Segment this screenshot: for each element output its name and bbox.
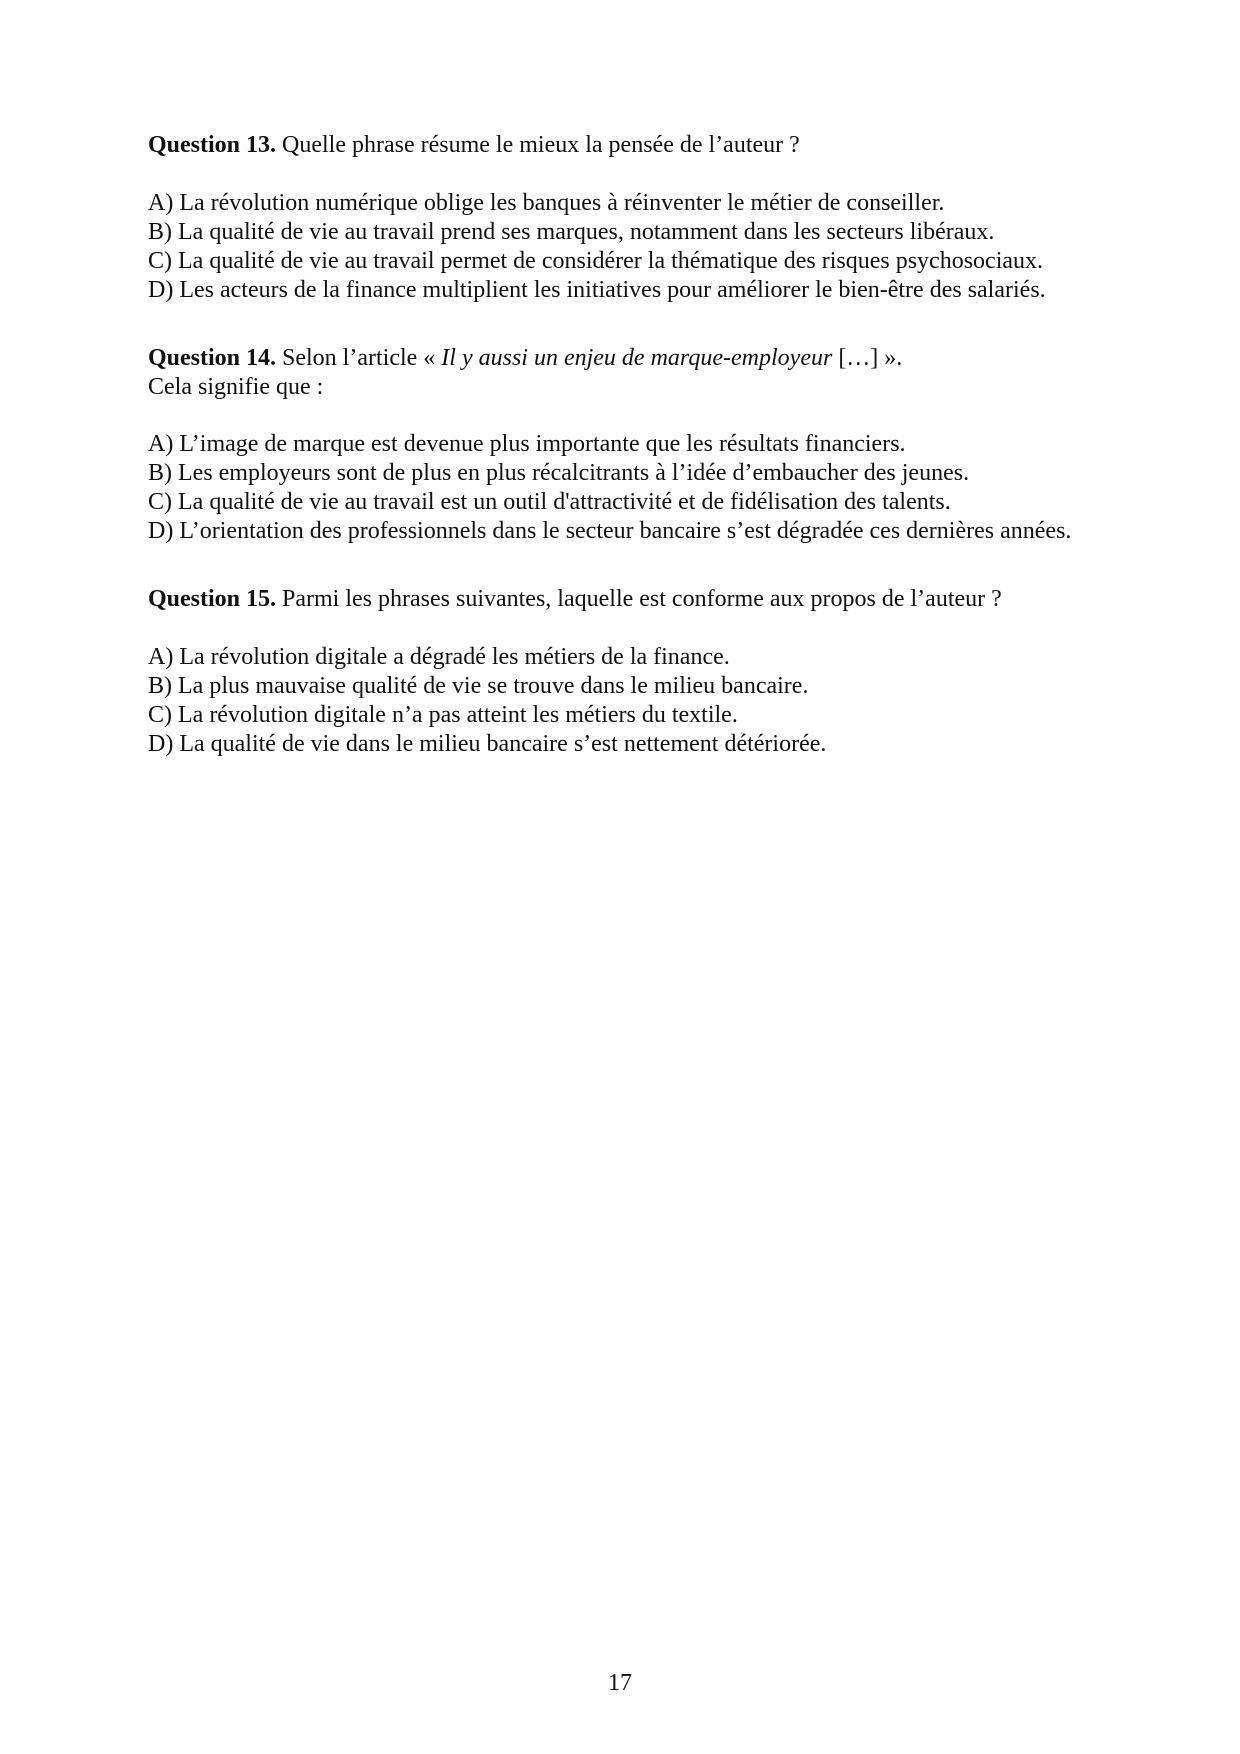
question-15-heading (148, 585, 1096, 614)
answer-option: C) La qualité de vie au travail permet de considérer la thématique des risques psychosociaux. (148, 248, 1044, 274)
answer-option: D) La qualité de vie dans le milieu bancaire s’est nettement détériorée. (148, 731, 827, 757)
question-13-number: Question 13. (148, 132, 277, 158)
question-13-answers (148, 189, 1096, 305)
question-13-prompt: Quelle phrase résume le mieux la pensée de l’auteur ? (276, 132, 800, 158)
answer-option: A) L’image de marque est devenue plus importante que les résultats financiers. (148, 431, 906, 457)
question-13-heading (148, 131, 1096, 160)
question-14-quote: Il y aussi un enjeu de marque-employeur (441, 345, 833, 371)
question-14-prompt-after: […] ». (832, 345, 903, 371)
question-14-prompt-before: Selon l’article « (276, 345, 442, 371)
question-14-subprompt: Cela signifie que : (148, 374, 324, 400)
question-15 (148, 585, 1096, 759)
question-14-number: Question 14. (148, 345, 277, 371)
page-number: 17 (608, 1670, 632, 1696)
answer-option: A) La révolution digitale a dégradé les métiers de la finance. (148, 644, 730, 670)
question-14-answers (148, 430, 1096, 546)
answer-option: C) La qualité de vie au travail est un outil d'attractivité et de fidélisation des talents. (148, 489, 951, 515)
question-14-heading (148, 344, 1096, 373)
answer-option: A) La révolution numérique oblige les banques à réinventer le métier de conseiller. (148, 190, 945, 216)
question-13 (148, 131, 1096, 305)
answer-option: B) Les employeurs sont de plus en plus récalcitrants à l’idée d’embaucher des jeunes. (148, 460, 970, 486)
answer-option: B) La plus mauvaise qualité de vie se trouve dans le milieu bancaire. (148, 673, 809, 699)
question-15-answers (148, 643, 1096, 759)
question-15-number: Question 15. (148, 586, 277, 612)
answer-option: C) La révolution digitale n’a pas atteint les métiers du textile. (148, 702, 738, 728)
question-15-prompt: Parmi les phrases suivantes, laquelle est conforme aux propos de l’auteur ? (276, 586, 1002, 612)
answer-option: D) L’orientation des professionnels dans le secteur bancaire s’est dégradée ces dernières années. (148, 518, 1072, 544)
answer-option: B) La qualité de vie au travail prend ses marques, notamment dans les secteurs libéraux. (148, 219, 995, 245)
question-14 (148, 344, 1096, 546)
answer-option: D) Les acteurs de la finance multiplient les initiatives pour améliorer le bien-être des salariés. (148, 277, 1046, 303)
document-page (148, 131, 1096, 759)
